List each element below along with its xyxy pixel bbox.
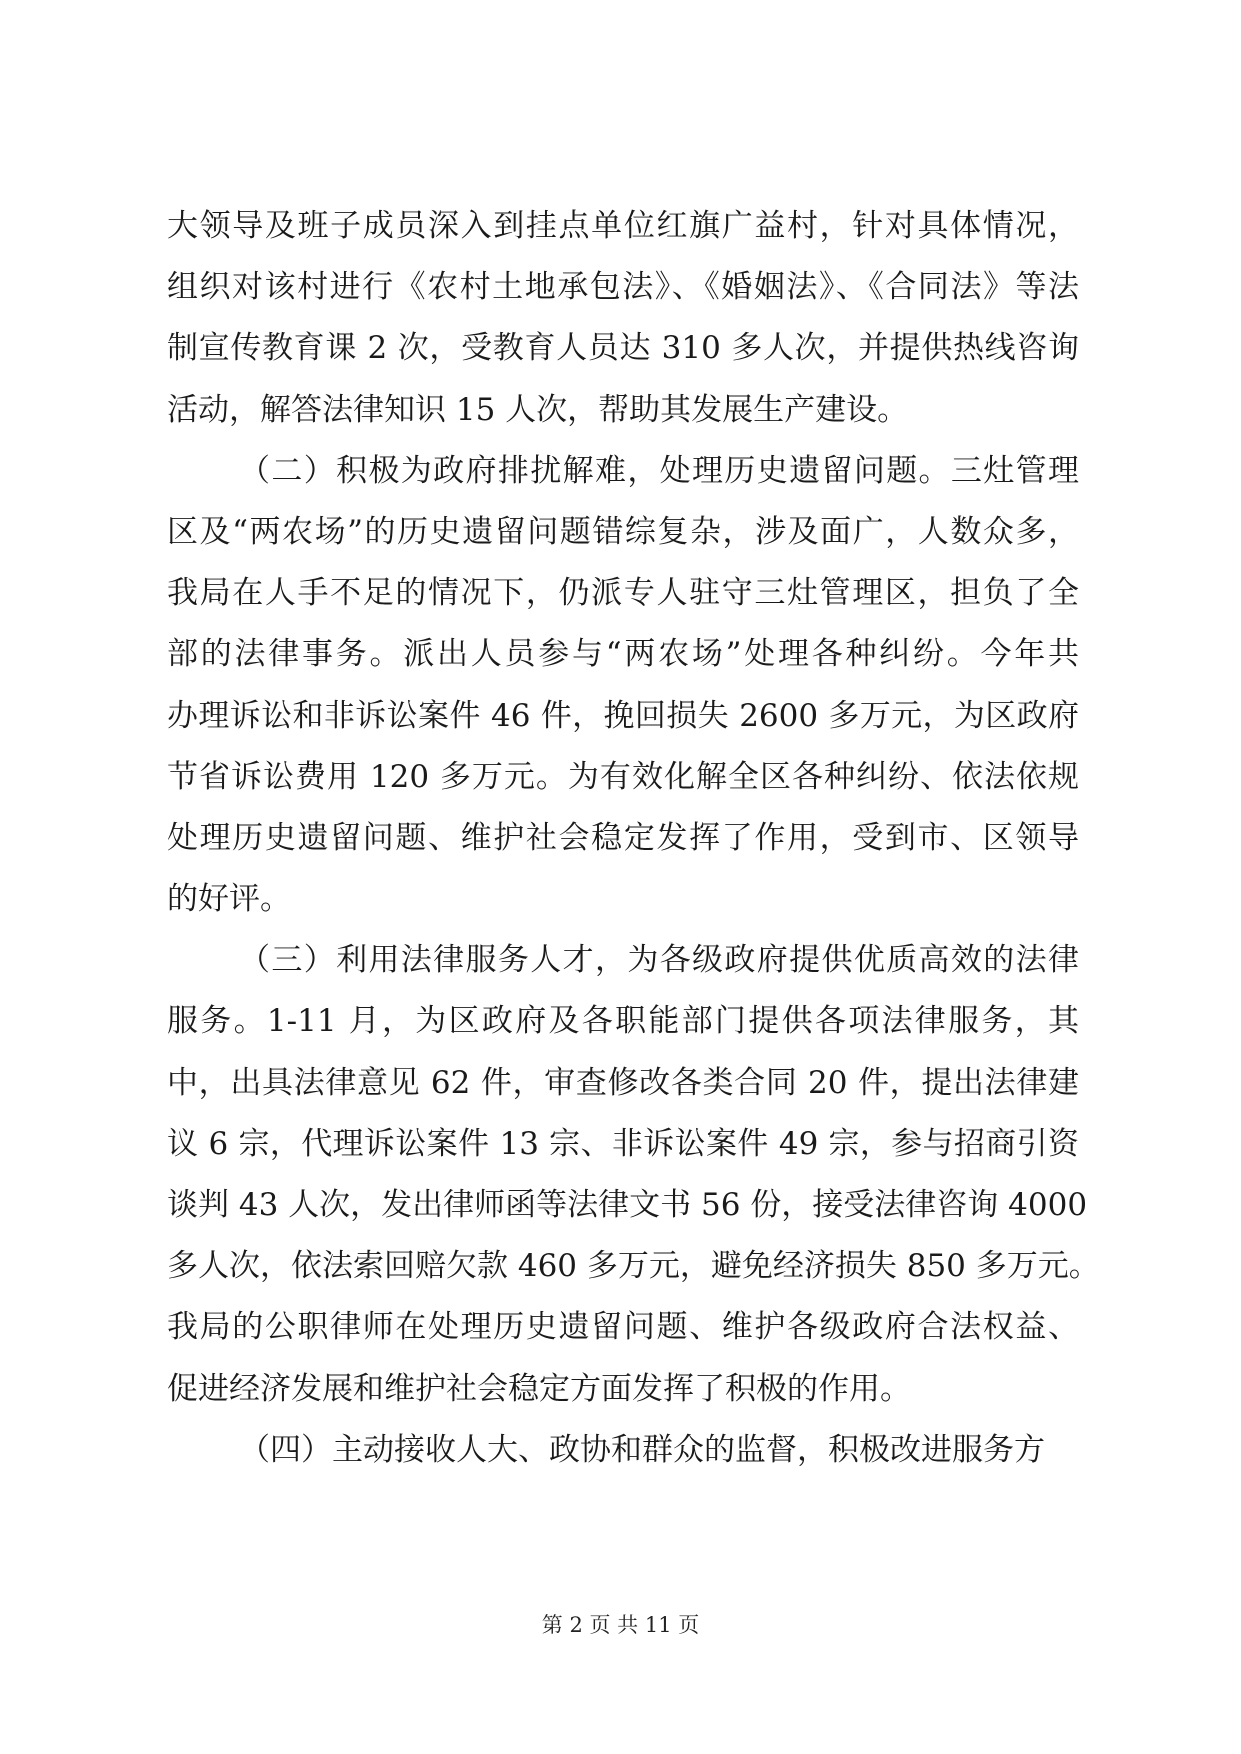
text-line: 促进经济发展和维护社会稳定方面发挥了积极的作用。 [167, 1370, 911, 1407]
text-line: 大领导及班子成员深入到挂点单位红旗广益村，针对具体情况， [167, 208, 1079, 244]
text-line: 多人次，依法索回赔欠款 460 多万元，避免经济损失 850 多万元。 [167, 1248, 1100, 1285]
text-line: 制宣传教育课 2 次，受教育人员达 310 多人次，并提供热线咨询 [167, 330, 1079, 367]
text-line: 部的法律事务。派出人员参与“两农场”处理各种纠纷。今年共 [167, 636, 1079, 673]
text-line: 我局在人手不足的情况下，仍派专人驻守三灶管理区，担负了全 [167, 575, 1079, 612]
text-line: 中，出具法律意见 62 件，审查修改各类合同 20 件，提出法律建 [167, 1064, 1079, 1101]
text-line: 节省诉讼费用 120 多万元。为有效化解全区各种纠纷、依法依规 [167, 758, 1079, 795]
text-line: （三）利用法律服务人才，为各级政府提供优质高效的法律 [239, 942, 1079, 979]
text-line: 活动，解答法律知识 15 人次，帮助其发展生产建设。 [167, 391, 909, 428]
paragraph-section-4 [167, 1420, 1079, 1481]
text-line: （四）主动接收人大、政协和群众的监督，积极改进服务方 [239, 1431, 1045, 1468]
text-line: 办理诉讼和非诉讼案件 46 件，挽回损失 2600 多万元，为区政府 [167, 697, 1079, 734]
paragraph-section-3 [167, 930, 1100, 1420]
text-line: 我局的公职律师在处理历史遗留问题、维护各级政府合法权益、 [167, 1309, 1079, 1346]
text-line: 谈判 43 人次，发出律师函等法律文书 56 份，接受法律咨询 4000 [167, 1187, 1088, 1223]
text-line: 议 6 宗，代理诉讼案件 13 宗、非诉讼案件 49 宗，参与招商引资 [167, 1125, 1079, 1162]
paragraph-continuation [167, 196, 1079, 441]
text-line: 服务。1-11 月，为区政府及各职能部门提供各项法律服务，其 [167, 1003, 1079, 1040]
text-line: 组织对该村进行《农村土地承包法》、《婚姻法》、《合同法》等法 [167, 269, 1079, 306]
page-number-footer: 第 2 页 共 11 页 [541, 1613, 700, 1637]
text-line: （二）积极为政府排扰解难，处理历史遗留问题。三灶管理 [239, 452, 1079, 489]
text-line: 的好评。 [167, 881, 291, 918]
text-line: 区及“两农场”的历史遗留问题错综复杂，涉及面广，人数众多， [167, 513, 1079, 550]
paragraph-section-2 [167, 441, 1079, 931]
text-line: 处理历史遗留问题、维护社会稳定发挥了作用，受到市、区领导 [167, 819, 1079, 856]
document-body [167, 196, 1100, 1481]
